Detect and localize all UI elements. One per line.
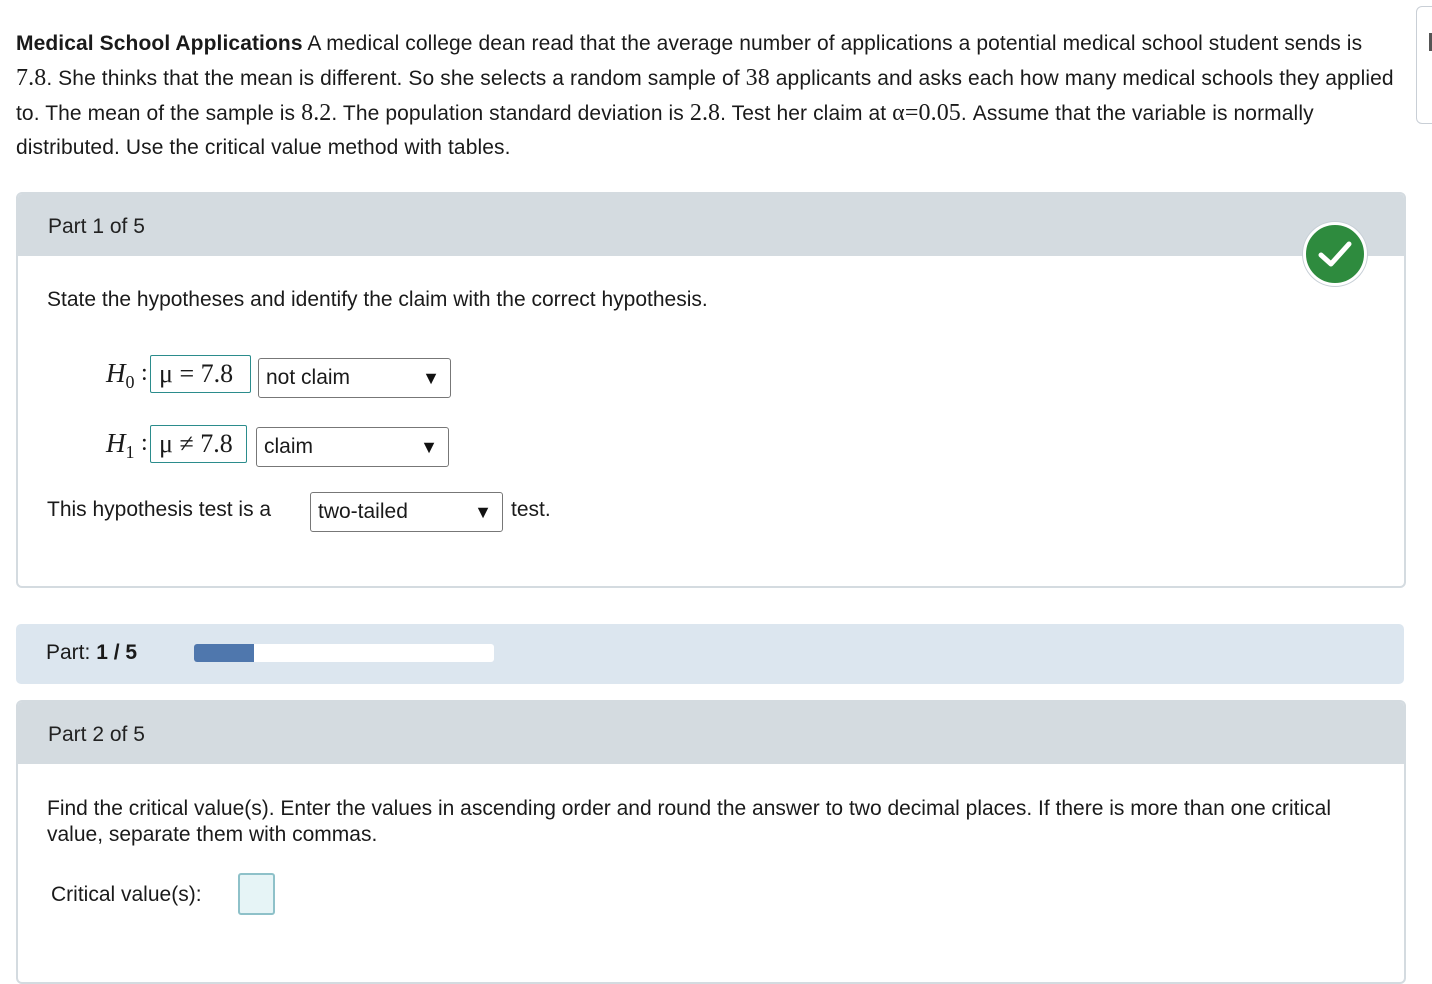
test-type-prefix: This hypothesis test is a [47, 498, 272, 521]
h0-claim-value: not claim [266, 366, 351, 389]
test-type-value: two-tailed [318, 500, 408, 523]
progress-fill [194, 644, 254, 662]
progress-track [194, 644, 494, 662]
progress-separator: / [113, 641, 120, 664]
test-type-suffix: test. [511, 498, 551, 521]
h1-label [106, 428, 135, 463]
h1-letter: H [106, 428, 126, 458]
part-1-header: Part 1 of 5 [18, 194, 1404, 256]
dropdown-caret-icon: ▼ [474, 502, 492, 522]
side-panel-edge[interactable] [1416, 6, 1432, 124]
problem-value-sample-size: 38 [745, 65, 770, 91]
h0-letter: H [106, 358, 126, 388]
progress-bar-section [16, 624, 1404, 684]
critical-value-input[interactable] [238, 873, 275, 915]
progress-total: 5 [125, 641, 138, 664]
problem-text-4: . The population standard deviation is [331, 102, 690, 125]
alpha-equals: = [904, 100, 919, 126]
problem-value-std-dev: 2.8 [689, 100, 721, 126]
critical-value-label: Critical value(s): [51, 883, 202, 906]
problem-title: Medical School Applications [16, 32, 303, 55]
problem-text-1: A medical college dean read that the average number of applications a potential medical school student sends is [302, 32, 1363, 55]
h1-subscript: 1 [125, 442, 135, 462]
h1-claim-select[interactable] [256, 427, 449, 467]
h0-claim-select[interactable] [258, 358, 451, 398]
problem-value-mean-claimed: 7.8 [16, 65, 47, 91]
h0-expression-input[interactable]: μ = 7.8 [150, 355, 251, 393]
part-2-header: Part 2 of 5 [18, 702, 1404, 764]
problem-value-alpha: 0.05 [918, 100, 961, 126]
problem-statement [16, 27, 1396, 165]
progress-current: 1 [96, 641, 108, 664]
problem-text-6: . Assume that the variable is normally distributed. Use the critical value method with tables. [16, 102, 1314, 159]
test-type-select[interactable] [310, 492, 503, 532]
h0-colon: : [141, 360, 148, 386]
part-1-instruction: State the hypotheses and identify the claim with the correct hypothesis. [47, 288, 708, 311]
h1-expression-input[interactable]: μ ≠ 7.8 [150, 425, 247, 463]
h1-claim-value: claim [264, 435, 314, 458]
h0-subscript: 0 [125, 372, 135, 392]
problem-text-5: . Test her claim at [720, 102, 893, 125]
problem-text-2: . She thinks that the mean is different. So she selects a random sample of [46, 67, 746, 90]
progress-label-text: Part: [46, 641, 91, 664]
dropdown-caret-icon: ▼ [420, 437, 438, 457]
alpha-symbol: α [892, 100, 905, 126]
dropdown-caret-icon: ▼ [422, 368, 440, 388]
problem-text-3: applicants and asks each how many medical schools they applied to. The mean of the sample is [16, 67, 1394, 125]
progress-label [46, 641, 137, 665]
check-icon [1303, 222, 1367, 286]
part-2-instruction: Find the critical value(s). Enter the values in ascending order and round the answer to two decimal places. If there is more than one critical value, separate them with commas. [47, 797, 1331, 846]
h1-colon: : [141, 430, 148, 456]
problem-value-sample-mean: 8.2 [301, 100, 332, 126]
h0-label [106, 358, 135, 393]
